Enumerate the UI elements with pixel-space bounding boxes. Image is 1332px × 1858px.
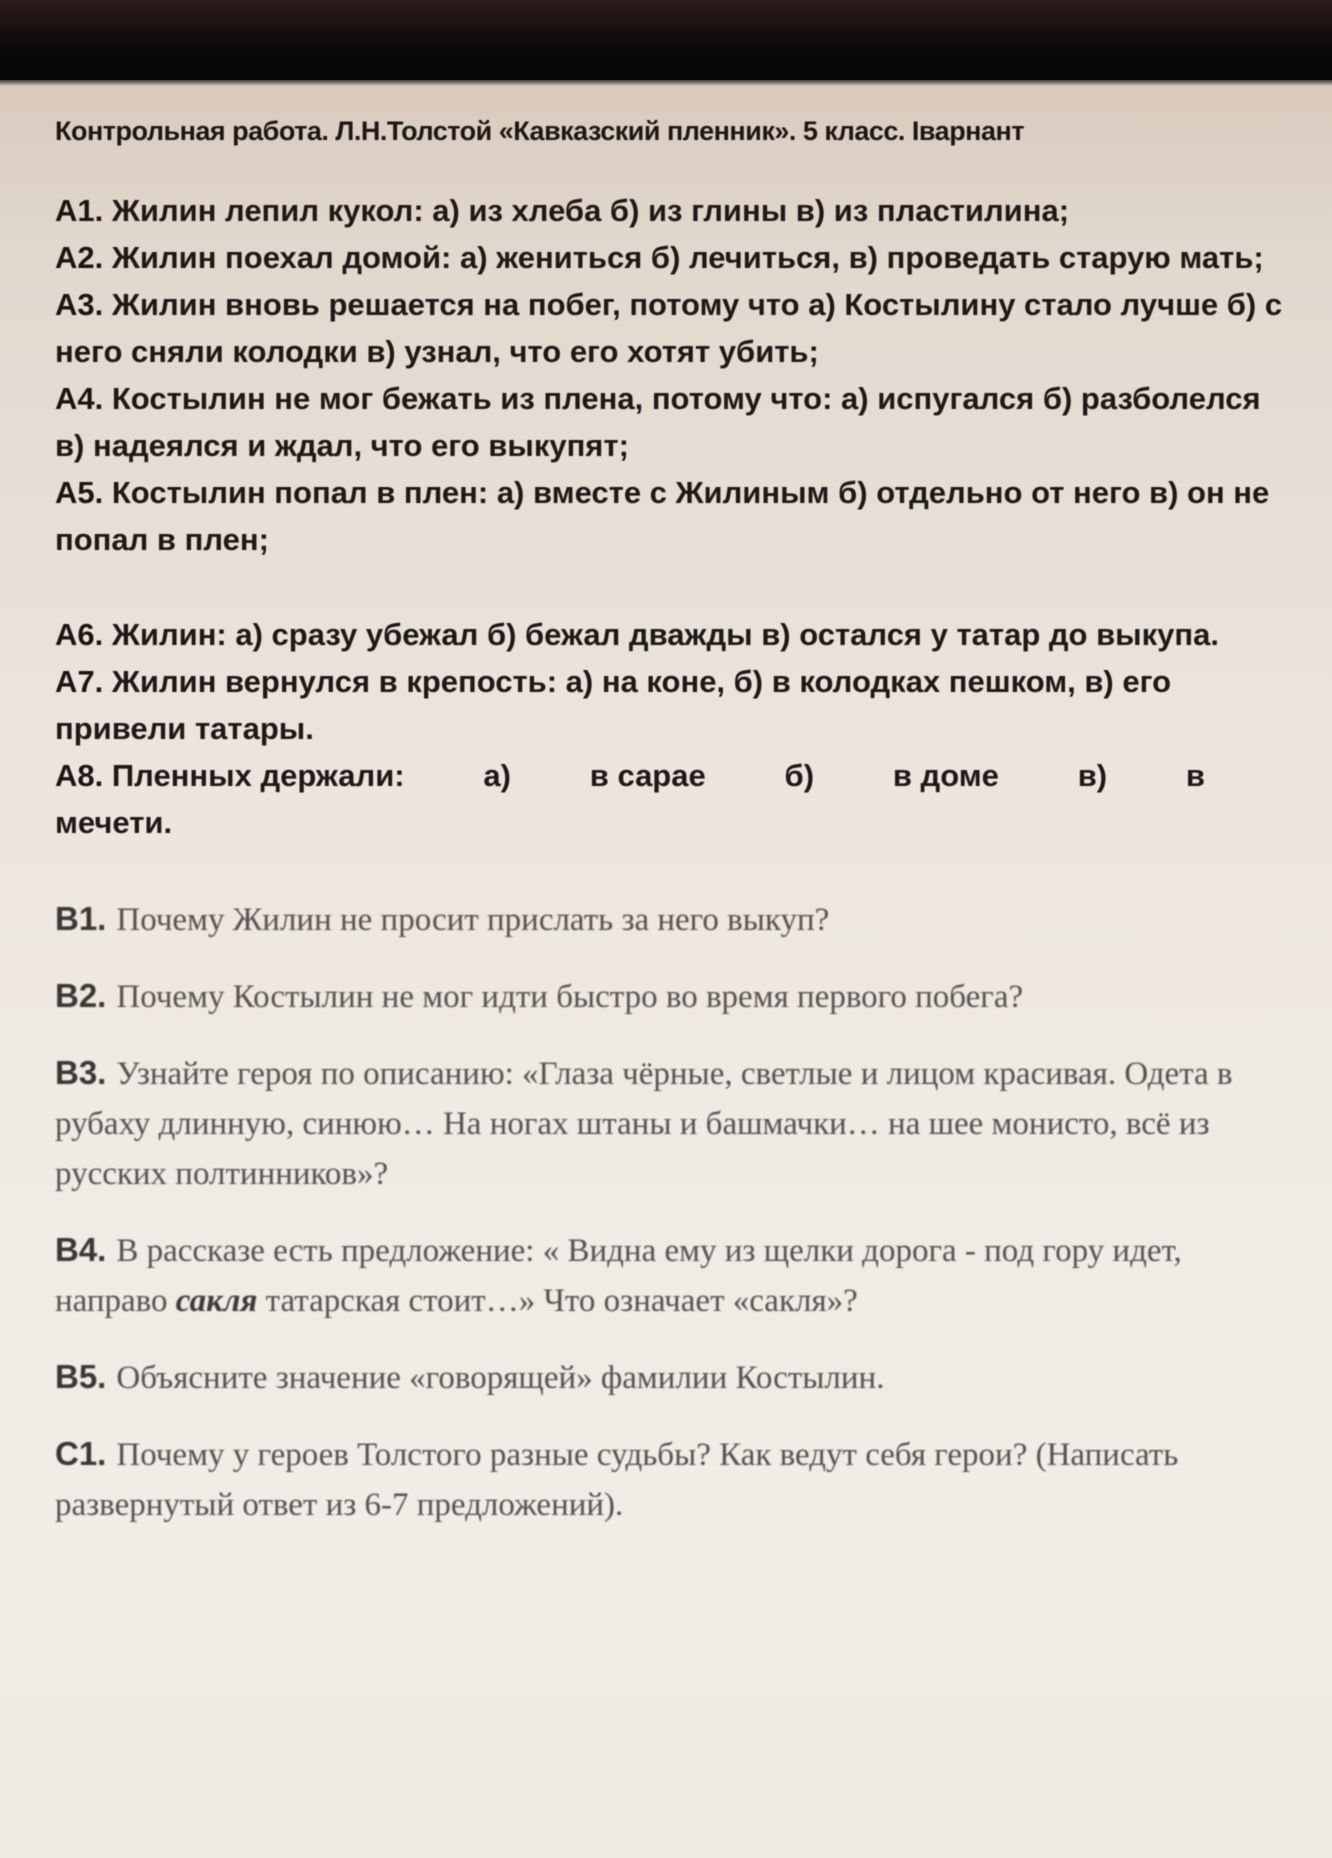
question-a1 <box>55 187 1285 234</box>
dark-top-edge <box>0 0 1332 80</box>
question-label: В1. <box>55 900 107 937</box>
question-c1 <box>55 1429 1285 1530</box>
option-a-text: в сарае <box>589 758 706 793</box>
question-label: А6. <box>55 617 104 652</box>
option-b-text: в доме <box>892 758 999 793</box>
question-a8 <box>55 752 1285 846</box>
question-b1 <box>55 894 1285 945</box>
question-a7 <box>55 658 1285 752</box>
question-a3 <box>55 281 1285 375</box>
question-text-before: В рассказе есть предложение: « Видна ему из щелки дорога - под гору идет, направо <box>55 1233 1182 1319</box>
spacer <box>55 846 1285 894</box>
question-b3 <box>55 1048 1285 1199</box>
question-text: Почему Костылин не мог идти быстро во время первого побега? <box>116 979 1024 1015</box>
question-a4 <box>55 375 1285 469</box>
question-label: С1. <box>55 1435 107 1472</box>
question-label: В5. <box>55 1358 107 1395</box>
question-text: Узнайте героя по описанию: «Глаза чёрные, светлые и лицом красивая. Одета в рубаху длинную, синюю… На ногах штаны и башмачки… на шее монисто, всё из русских полтинников»? <box>55 1056 1233 1192</box>
spacer <box>55 563 1285 611</box>
question-a2 <box>55 234 1285 281</box>
question-label: А7. <box>55 664 104 699</box>
question-label: А4. <box>55 381 104 416</box>
option-c-text-start: в <box>1185 758 1205 793</box>
question-text: Жилин вновь решается на побег, потому что а) Костылину стало лучше б) с него сняли колодки в) узнал, что его хотят убить; <box>55 287 1283 369</box>
question-label: А5. <box>55 475 104 510</box>
question-text: Почему Жилин не просит прислать за него выкуп? <box>116 902 830 938</box>
question-text: Жилин лепил кукол: а) из хлеба б) из глины в) из пластилина; <box>111 193 1070 228</box>
question-stem: Пленных держали: <box>111 758 405 793</box>
test-content <box>55 100 1285 1556</box>
question-label: А1. <box>55 193 104 228</box>
question-a5 <box>55 469 1285 563</box>
question-label: А3. <box>55 287 104 322</box>
option-b-marker: б) <box>784 758 815 793</box>
question-text: Костылин попал в плен: а) вместе с Жилиным б) отдельно от него в) он не попал в плен; <box>55 475 1270 557</box>
question-text: Объясните значение «говорящей» фамилии Костылин. <box>116 1360 885 1396</box>
question-text: Жилин вернулся в крепость: а) на коне, б) в колодках пешком, в) его привели татары. <box>55 664 1172 746</box>
question-a6 <box>55 611 1285 658</box>
question-label: В4. <box>55 1231 107 1268</box>
emphasized-word: сакля <box>175 1283 258 1319</box>
question-text: Жилин поехал домой: а) жениться б) лечиться, в) проведать старую мать; <box>111 240 1264 275</box>
question-text: Почему у героев Толстого разные судьбы? Как ведут себя герои? (Написать развернутый ответ из 6-7 предложений). <box>55 1437 1179 1523</box>
question-label: В3. <box>55 1054 107 1091</box>
question-text: Жилин: а) сразу убежал б) бежал дважды в) остался у татар до выкупа. <box>111 617 1219 652</box>
page-title: Контрольная работа. Л.Н.Толстой «Кавказский пленник». 5 класс. Iварнант <box>55 116 1025 146</box>
question-b5 <box>55 1352 1285 1403</box>
option-a-marker: а) <box>483 758 511 793</box>
question-a8-row <box>55 752 1205 799</box>
question-text: Костылин не мог бежать из плена, потому что: а) испугался б) разболелся в) надеялся и ждал, что его выкупят; <box>55 381 1261 463</box>
question-text-after: татарская стоит…» Что означает «сакля»? <box>257 1283 858 1319</box>
question-b4 <box>55 1225 1285 1326</box>
question-b2 <box>55 971 1285 1022</box>
question-a8-stem-group <box>55 752 405 799</box>
option-c-continuation: мечети. <box>55 805 173 840</box>
question-label: В2. <box>55 977 107 1014</box>
question-label: А8. <box>55 758 104 793</box>
option-c-marker: в) <box>1077 758 1108 793</box>
question-label: А2. <box>55 240 104 275</box>
